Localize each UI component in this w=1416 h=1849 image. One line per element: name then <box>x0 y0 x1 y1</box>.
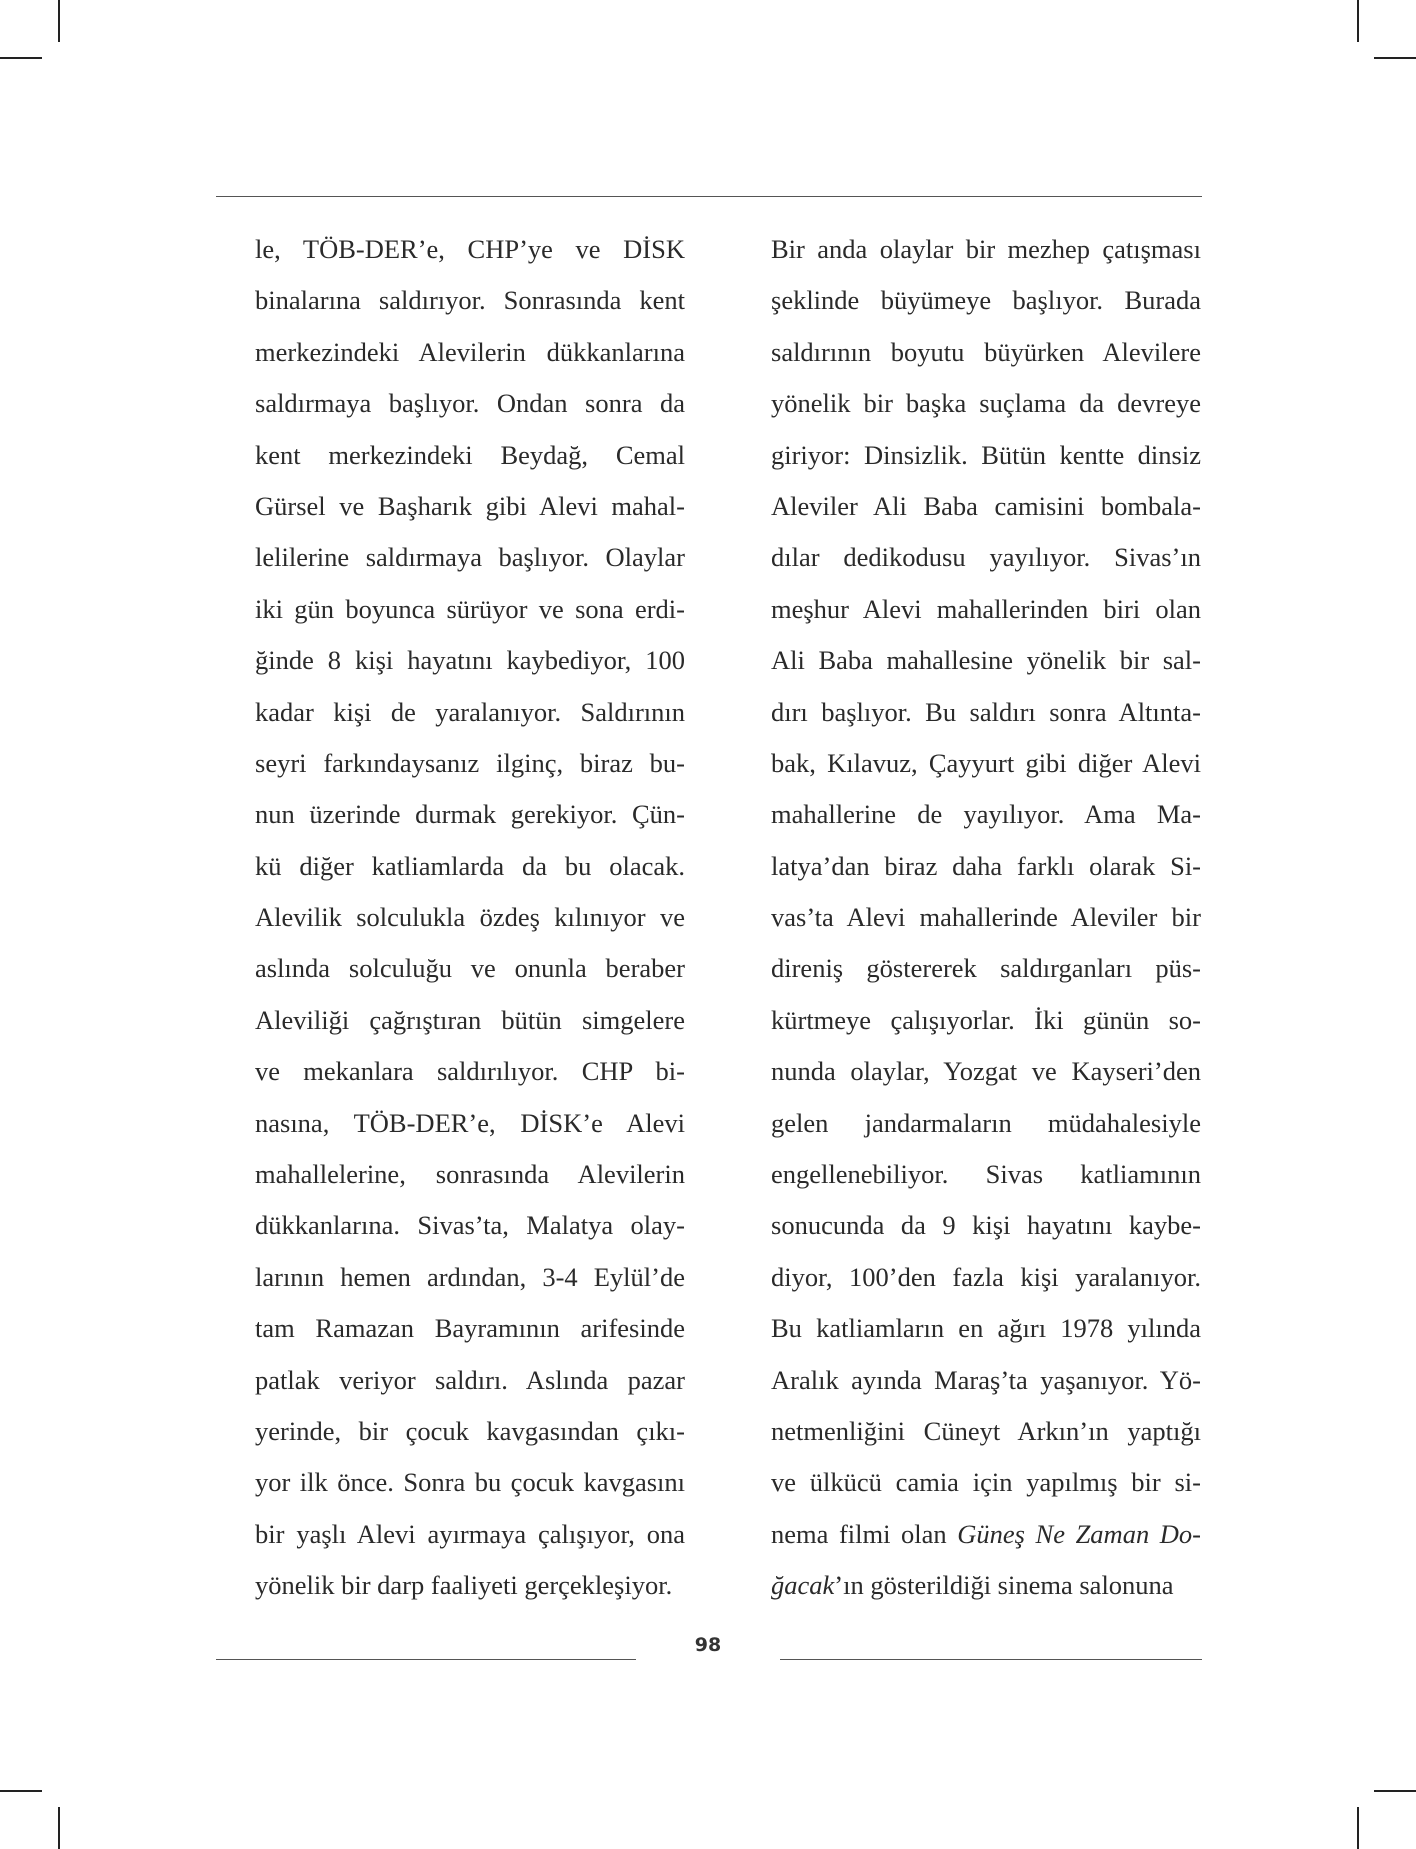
text-line: le, TÖB-DER’e, CHP’ye ve DİSK <box>255 234 685 264</box>
text-line: direniş göstererek saldırganları püs- <box>771 953 1201 984</box>
crop-mark <box>1374 1790 1416 1792</box>
text-line: mahallerine de yayılıyor. Ama Ma- <box>771 799 1201 830</box>
text-line: mahallelerine, sonrasında Alevilerin <box>255 1159 685 1190</box>
text-line: saldırmaya başlıyor. Ondan sonra da <box>255 388 685 419</box>
text-line: bak, Kılavuz, Çayyurt gibi diğer Alevi <box>771 747 1201 778</box>
footer-rule-left <box>216 1659 636 1660</box>
crop-mark <box>1357 0 1359 42</box>
page-number: 98 <box>694 1634 722 1656</box>
text-line: Ali Baba mahallesine yönelik bir sal- <box>771 645 1201 676</box>
text-line: tam Ramazan Bayramının arifesinde <box>255 1313 685 1344</box>
footer-rule-right <box>780 1659 1202 1660</box>
text-line: ve mekanlara saldırılıyor. CHP bi- <box>255 1056 685 1087</box>
text-line: latya’dan biraz daha farklı olarak Si- <box>771 850 1201 881</box>
text-line: netmenliğini Cüneyt Arkın’ın yaptığı <box>771 1415 1201 1446</box>
text-line: yerinde, bir çocuk kavgasından çıkı- <box>255 1415 685 1446</box>
crop-mark <box>0 1790 42 1792</box>
text-line: kü diğer katliamlarda da bu olacak. <box>255 850 685 881</box>
text-line: seyri farkındaysanız ilginç, biraz bu- <box>255 747 685 778</box>
text-line: merkezindeki Alevilerin dükkanlarına <box>255 336 685 367</box>
text-line: Bir anda olaylar bir mezhep çatışması <box>771 234 1201 264</box>
text-line: Bu katliamların en ağırı 1978 yılında <box>771 1313 1201 1344</box>
text-line: giriyor: Dinsizlik. Bütün kentte dinsiz <box>771 439 1201 470</box>
text-line: nunda olaylar, Yozgat ve Kayseri’den <box>771 1056 1201 1087</box>
text-line: bir yaşlı Alevi ayırmaya çalışıyor, ona <box>255 1518 685 1549</box>
text-line: yor ilk önce. Sonra bu çocuk kavgasını <box>255 1467 685 1498</box>
text-line: ğinde 8 kişi hayatını kaybediyor, 100 <box>255 645 685 676</box>
text-line: kadar kişi de yaralanıyor. Saldırının <box>255 696 685 727</box>
crop-mark <box>1357 1807 1359 1849</box>
text-line: nasına, TÖB-DER’e, DİSK’e Alevi <box>255 1107 685 1138</box>
right-text-column <box>771 228 1201 1616</box>
text-line: Alevilik solculukla özdeş kılınıyor ve <box>255 902 685 933</box>
text-line: dılar dedikodusu yayılıyor. Sivas’ın <box>771 542 1201 573</box>
text-line: kürtmeye çalışıyorlar. İki günün so- <box>771 1004 1201 1035</box>
text-line <box>771 1513 1201 1564</box>
left-text-column <box>255 228 685 1616</box>
text-line: gelen jandarmaların müdahalesiyle <box>771 1107 1201 1138</box>
text-line: nun üzerinde durmak gerekiyor. Çün- <box>255 799 685 830</box>
text-line: kent merkezindeki Beydağ, Cemal <box>255 439 685 470</box>
text-line: engellenebiliyor. Sivas katliamının <box>771 1159 1201 1190</box>
film-title: Güneş Ne Zaman Do- <box>957 1518 1201 1549</box>
text-line: ve ülkücü camia için yapılmış bir si- <box>771 1467 1201 1498</box>
crop-mark <box>58 0 60 42</box>
film-title: ğacak <box>771 1570 835 1601</box>
text-line: vas’ta Alevi mahallerinde Aleviler bir <box>771 902 1201 933</box>
text-line: Gürsel ve Başharık gibi Alevi mahal- <box>255 490 685 521</box>
text-line: lelilerine saldırmaya başlıyor. Olaylar <box>255 542 685 573</box>
text-fragment: ’ın gösterildiği sinema salonuna <box>834 1570 1174 1601</box>
header-rule <box>216 196 1202 197</box>
text-line: Aralık ayında Maraş’ta yaşanıyor. Yö- <box>771 1364 1201 1395</box>
text-line: şeklinde büyümeye başlıyor. Burada <box>771 285 1201 316</box>
crop-mark <box>58 1807 60 1849</box>
text-line: binalarına saldırıyor. Sonrasında kent <box>255 285 685 316</box>
text-line: Aleviler Ali Baba camisini bombala- <box>771 490 1201 521</box>
crop-mark <box>0 57 42 59</box>
text-line: diyor, 100’den fazla kişi yaralanıyor. <box>771 1261 1201 1292</box>
text-line: yönelik bir başka suçlama da devreye <box>771 388 1201 419</box>
text-line: larının hemen ardından, 3-4 Eylül’de <box>255 1261 685 1292</box>
text-line <box>771 1564 1201 1615</box>
crop-mark <box>1374 57 1416 59</box>
text-line: sonucunda da 9 kişi hayatını kaybe- <box>771 1210 1201 1241</box>
text-line: meşhur Alevi mahallerinden biri olan <box>771 593 1201 624</box>
text-line: dırı başlıyor. Bu saldırı sonra Altınta- <box>771 696 1201 727</box>
text-line: aslında solculuğu ve onunla beraber <box>255 953 685 984</box>
text-line: patlak veriyor saldırı. Aslında pazar <box>255 1364 685 1395</box>
text-line: iki gün boyunca sürüyor ve sona erdi- <box>255 593 685 624</box>
text-fragment: nema filmi olan <box>771 1518 958 1549</box>
text-line: dükkanlarına. Sivas’ta, Malatya olay- <box>255 1210 685 1241</box>
text-line: yönelik bir darp faaliyeti gerçekleşiyor. <box>255 1570 673 1601</box>
text-line: saldırının boyutu büyürken Alevilere <box>771 336 1201 367</box>
text-line: Aleviliği çağrıştıran bütün simgelere <box>255 1004 685 1035</box>
